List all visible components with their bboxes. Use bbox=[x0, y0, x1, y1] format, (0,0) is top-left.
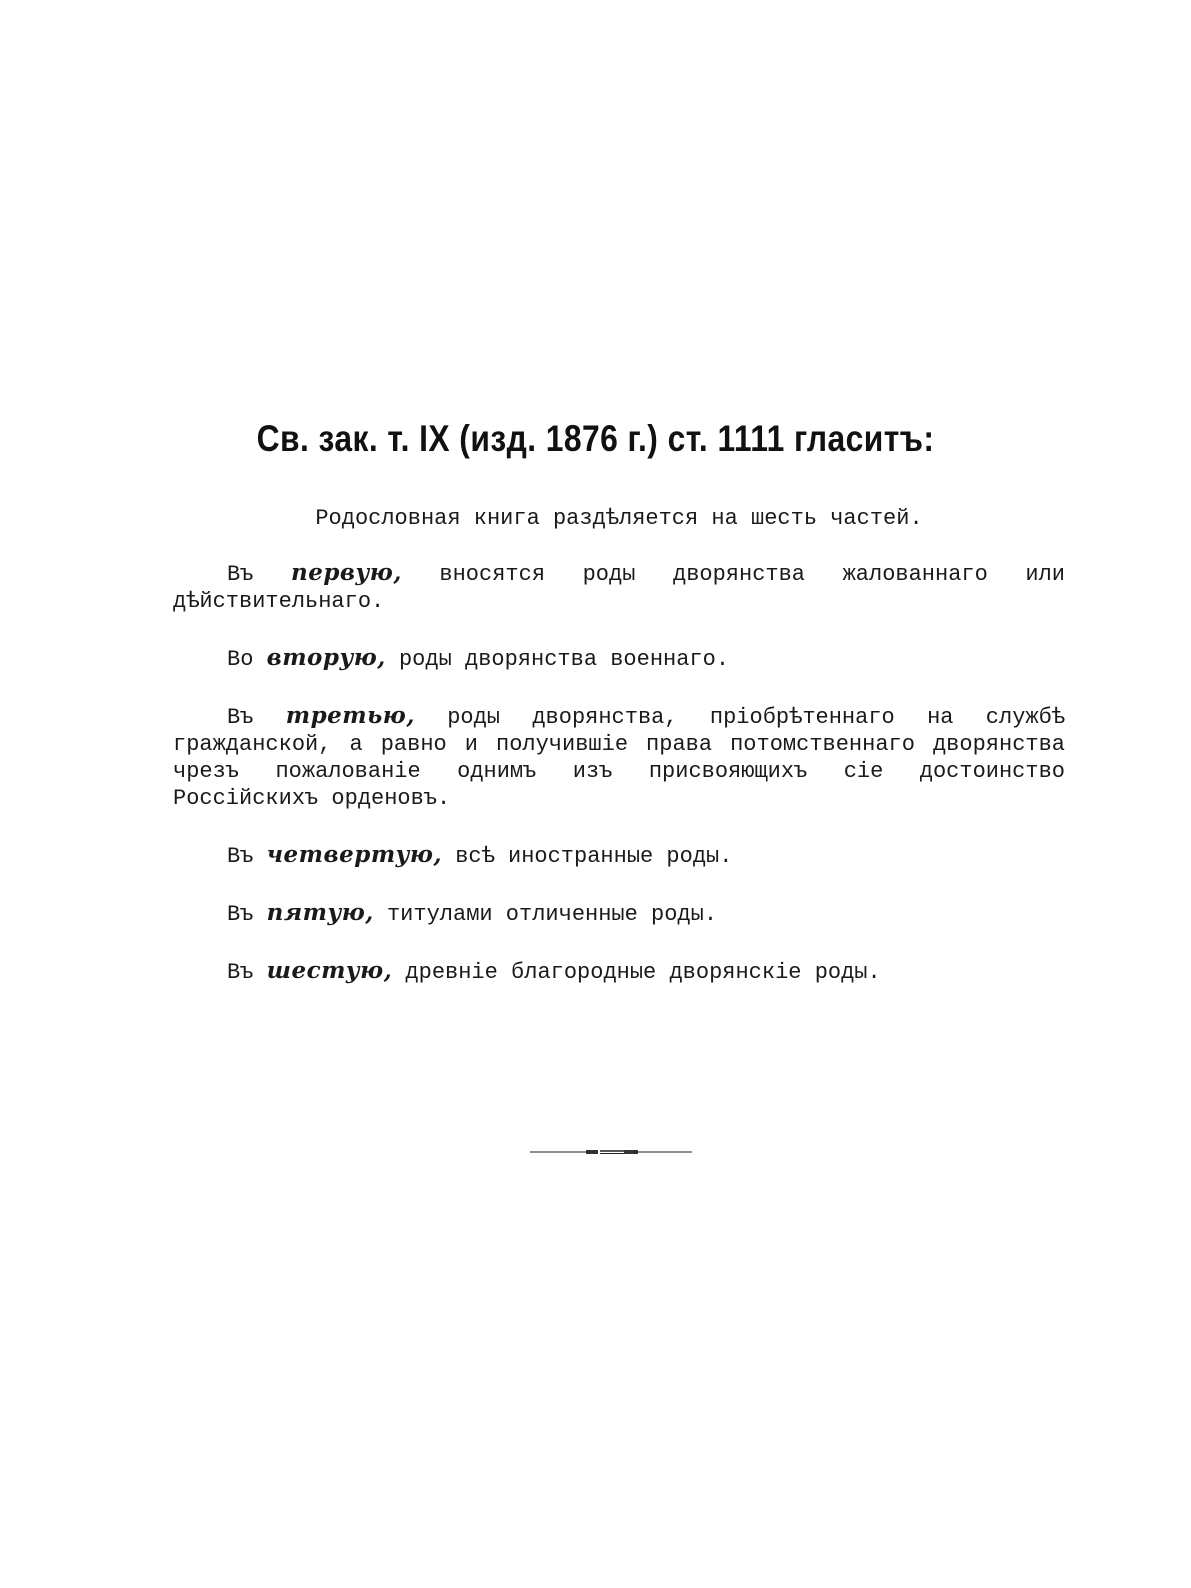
paragraph-keyword: пятую, bbox=[266, 899, 374, 926]
paragraph-text: вносятся роды дворянства жалованнаго или дѣйствительнаго. bbox=[173, 562, 1065, 614]
paragraph-lead: Въ bbox=[227, 562, 254, 587]
paragraph-keyword: шестую, bbox=[266, 957, 393, 984]
paragraph-keyword: четвертую, bbox=[266, 841, 442, 868]
paragraph-text: титулами отличенные роды. bbox=[386, 902, 718, 927]
paragraph-keyword: вторую, bbox=[266, 644, 386, 671]
paragraph-text: древніе благородные дворянскіе роды. bbox=[405, 960, 881, 985]
paragraph-lead: Въ bbox=[227, 705, 254, 730]
rule-right-segment bbox=[624, 1150, 638, 1154]
paragraph-part-6 bbox=[173, 957, 1065, 986]
paragraph-part-2 bbox=[173, 644, 1065, 673]
paragraph-text: роды дворянства военнаго. bbox=[398, 647, 730, 672]
paragraph-text: роды дворянства, пріобрѣтеннаго на службѣ гражданской, а равно и получившіе права потомственнаго дворянства чрезъ пожалованіе однимъ изъ присвояющихъ сіе достоинство Россійскихъ орденовъ. bbox=[173, 705, 1066, 811]
paragraph-keyword: первую, bbox=[290, 559, 402, 586]
paragraph-lead: Во bbox=[227, 647, 254, 672]
paragraph-text: всѣ иностранные роды. bbox=[455, 844, 733, 869]
paragraph-lead: Въ bbox=[227, 960, 254, 985]
paragraph-part-3 bbox=[173, 702, 1065, 812]
body-text bbox=[173, 505, 1065, 986]
paragraph-keyword: третью, bbox=[285, 702, 415, 729]
intro-paragraph: Родословная книга раздѣляется на шесть частей. bbox=[315, 506, 923, 531]
paragraph-part-4 bbox=[173, 841, 1065, 870]
ornamental-rule bbox=[530, 1147, 692, 1157]
paragraph-lead: Въ bbox=[227, 844, 254, 869]
paragraph-lead: Въ bbox=[227, 902, 254, 927]
paragraph-part-1 bbox=[173, 559, 1065, 615]
page-heading: Св. зак. т. IX (изд. 1876 г.) ст. 1111 гласитъ: bbox=[256, 418, 935, 459]
paragraph-part-5 bbox=[173, 899, 1065, 928]
rule-left-segment bbox=[586, 1150, 598, 1154]
